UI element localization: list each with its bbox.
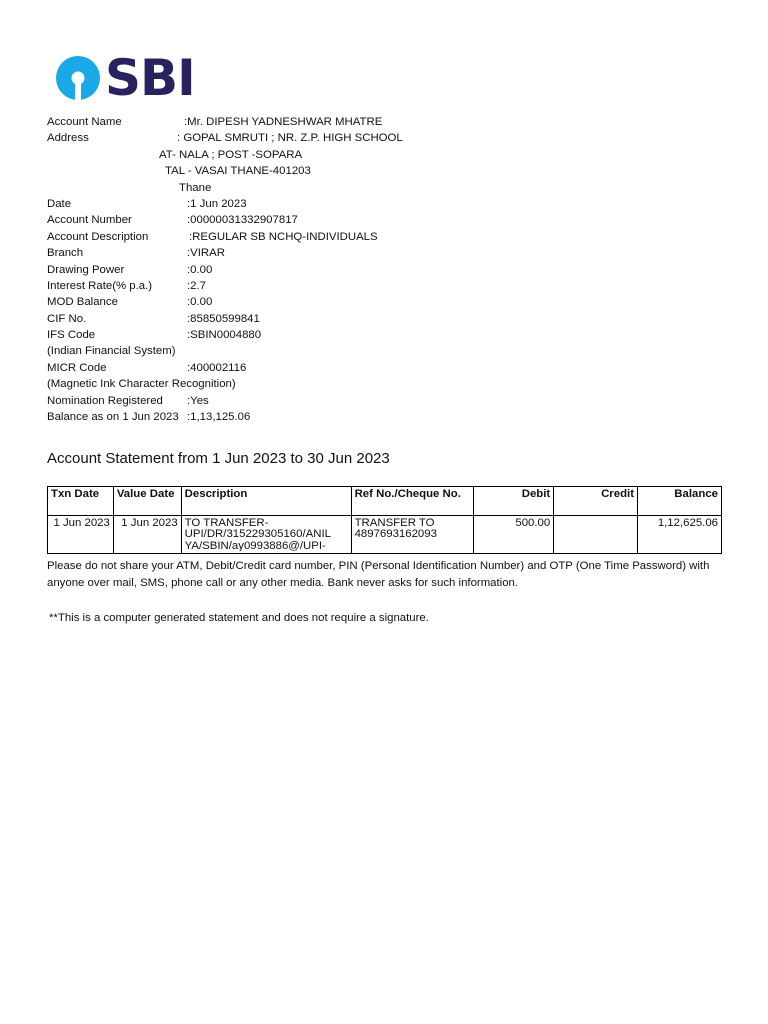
account-info-value: :2.7	[187, 279, 206, 292]
account-info-value: :0.00	[187, 263, 213, 276]
account-info-value: :85850599841	[187, 312, 260, 325]
col-header-description: Description	[181, 487, 351, 516]
account-info-value: :VIRAR	[187, 247, 225, 260]
account-info-row	[47, 360, 607, 376]
col-header-ref-no: Ref No./Cheque No.	[351, 487, 474, 516]
sbi-logo	[55, 49, 195, 107]
account-info-row	[47, 294, 607, 310]
account-info-row	[47, 229, 607, 245]
cell-ref-no: TRANSFER TO 4897693162093	[351, 516, 474, 554]
account-info-value: : GOPAL SMRUTI ; NR. Z.P. HIGH SCHOOL	[177, 132, 403, 145]
computer-generated-note: **This is a computer generated statement and does not require a signature.	[49, 612, 429, 624]
account-info-label: Address	[47, 132, 89, 145]
account-info-label: IFS Code	[47, 329, 96, 342]
account-info-row	[47, 343, 607, 359]
account-info-row	[47, 278, 607, 294]
account-info	[47, 114, 607, 425]
account-info-value: :00000031332907817	[187, 214, 298, 227]
account-info-label: Account Name	[47, 116, 122, 128]
account-info-value: :0.00	[187, 296, 213, 309]
account-info-row	[47, 163, 607, 179]
account-info-row	[47, 212, 607, 228]
account-info-row	[47, 114, 607, 130]
account-info-value: :SBIN0004880	[187, 329, 262, 342]
account-info-label: Balance as on 1 Jun 2023	[47, 411, 179, 424]
cell-credit	[554, 516, 638, 554]
col-header-txn-date: Txn Date	[48, 487, 114, 516]
account-info-row	[47, 196, 607, 212]
cell-debit: 500.00	[474, 516, 554, 554]
account-info-label: Nomination Registered	[47, 394, 163, 407]
cell-balance: 1,12,625.06	[638, 516, 722, 554]
account-info-label: Interest Rate(% p.a.)	[47, 279, 153, 292]
account-info-row	[47, 327, 607, 343]
sbi-logo-text: SBI	[105, 49, 195, 107]
account-info-value: AT- NALA ; POST -SOPARA	[159, 148, 303, 161]
account-info-value: :REGULAR SB NCHQ-INDIVIDUALS	[189, 230, 378, 243]
account-info-row	[47, 376, 607, 392]
cell-description	[181, 516, 351, 554]
account-info-label: CIF No.	[47, 312, 87, 325]
col-header-balance: Balance	[638, 487, 722, 516]
col-header-credit: Credit	[554, 487, 638, 516]
account-info-row	[47, 262, 607, 278]
account-info-value: Thane	[179, 181, 212, 194]
account-info-value: :Mr. DIPESH YADNESHWAR MHATRE	[184, 116, 383, 128]
security-notice: Please do not share your ATM, Debit/Credit card number, PIN (Personal Identification Number) and OTP (One Time Password) with anyone over mail, SMS, phone call or any other media. Bank never asks for such information.	[47, 560, 710, 589]
account-info-label: Drawing Power	[47, 263, 125, 276]
cell-txn-date: 1 Jun 2023	[48, 516, 114, 554]
account-info-label: (Magnetic Ink Character Recognition)	[47, 378, 236, 391]
account-info-value: :1 Jun 2023	[187, 197, 247, 210]
account-info-value: :Yes	[187, 394, 209, 407]
cell-description-text: TO TRANSFER- UPI/DR/315229305160/ANIL YA/SBIN/ay0993886@/UPI-	[184, 518, 331, 551]
col-header-debit: Debit	[474, 487, 554, 516]
account-info-row	[47, 311, 607, 327]
account-info-row	[47, 409, 607, 425]
account-info-label: MICR Code	[47, 361, 107, 374]
account-info-label: (Indian Financial System)	[47, 345, 176, 358]
account-info-row	[47, 180, 607, 196]
account-info-value: :400002116	[187, 361, 247, 374]
account-info-label: Branch	[47, 247, 84, 260]
account-info-row	[47, 130, 607, 146]
account-info-label: Account Description	[47, 230, 149, 243]
cell-value-date: 1 Jun 2023	[113, 516, 181, 554]
table-header-row	[48, 487, 722, 516]
account-info-row	[47, 147, 607, 163]
account-info-row	[47, 393, 607, 409]
account-info-value: TAL - VASAI THANE-401203	[165, 165, 311, 178]
account-info-value: :1,13,125.06	[187, 411, 251, 424]
statement-title: Account Statement from 1 Jun 2023 to 30 Jun 2023	[47, 450, 390, 467]
transactions-table	[47, 486, 722, 554]
account-info-label: Date	[47, 197, 72, 210]
account-info-label: MOD Balance	[47, 296, 118, 309]
sbi-keyhole-logo-icon	[55, 55, 101, 101]
account-info-row	[47, 245, 607, 261]
col-header-value-date: Value Date	[113, 487, 181, 516]
table-row	[48, 516, 722, 554]
account-info-label: Account Number	[47, 214, 132, 227]
